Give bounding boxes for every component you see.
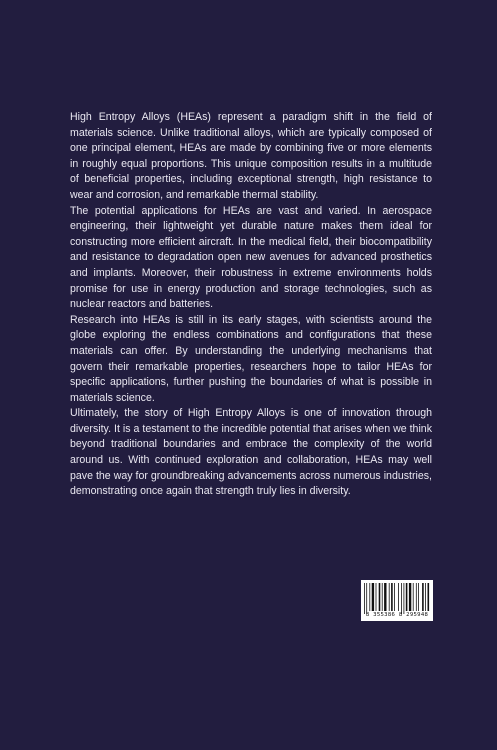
barcode-bar (413, 583, 414, 611)
barcode-bar (425, 583, 426, 611)
barcode-bar (372, 583, 374, 611)
barcode-bar (391, 583, 393, 611)
barcode-digits: 8 355386 8 295948 (365, 612, 429, 618)
barcode-bar (409, 583, 411, 611)
barcode-bar (401, 583, 402, 614)
barcode-bar (416, 583, 417, 611)
barcode-bar (384, 583, 386, 611)
barcode-bar (428, 583, 430, 611)
blurb-text (70, 110, 432, 500)
blurb-paragraph-1: High Entropy Alloys (HEAs) represent a paradigm shift in the field of materials science. Unlike traditional alloys, which are typically composed of one principal element, HEAs are made by combining five or more elements in roughly equal proportions. This unique composition results in a multitude of beneficial properties, including exceptional strength, high resistance to wear and corrosion, and remarkable thermal stability. (70, 111, 432, 201)
barcode-bar (389, 583, 390, 611)
blurb-paragraph-2: The potential applications for HEAs are vast and varied. In aerospace engineering, their lightweight yet durable nature makes them ideal for constructing more efficient aircraft. In the medical field, their biocompatibility and resistance to degradation open new avenues for advanced prosthetics and implants. Moreover, their robustness in extreme environments holds promise for use in energy production and storage technologies, such as nuclear reactors and batteries. (70, 204, 432, 311)
isbn-barcode (361, 580, 433, 621)
barcode-bar (382, 583, 383, 611)
barcode-bar (369, 583, 370, 611)
blurb-paragraph-3: Research into HEAs is still in its early stages, with scientists around the globe exploring the endless combinations and configurations that these materials can offer. By understanding the underlying mechanisms that govern their remarkable properties, researchers hope to tailor HEAs for specific applications, further pushing the boundaries of what is possible in materials science. (70, 313, 432, 404)
barcode-bar (406, 583, 408, 611)
barcode-bar (364, 583, 365, 614)
blurb-paragraph-4: Ultimately, the story of High Entropy Alloys is one of innovation through diversity. It is a testament to the incredible potential that arises when we think beyond traditional boundaries and embrace the complexity of the world around us. With continued exploration and collaboration, HEAs may well pave the way for groundbreaking advancements across numerous industries, demonstrating once again that strength truly lies in diversity. (70, 407, 432, 498)
barcode-bar (404, 583, 405, 614)
barcode-bar (422, 583, 424, 611)
barcode-bar (379, 583, 381, 611)
barcode-bar (376, 583, 377, 611)
barcode-bar (366, 583, 367, 614)
barcode-bar (418, 583, 419, 611)
barcode-bar (394, 583, 395, 611)
barcode-bar (398, 583, 399, 611)
